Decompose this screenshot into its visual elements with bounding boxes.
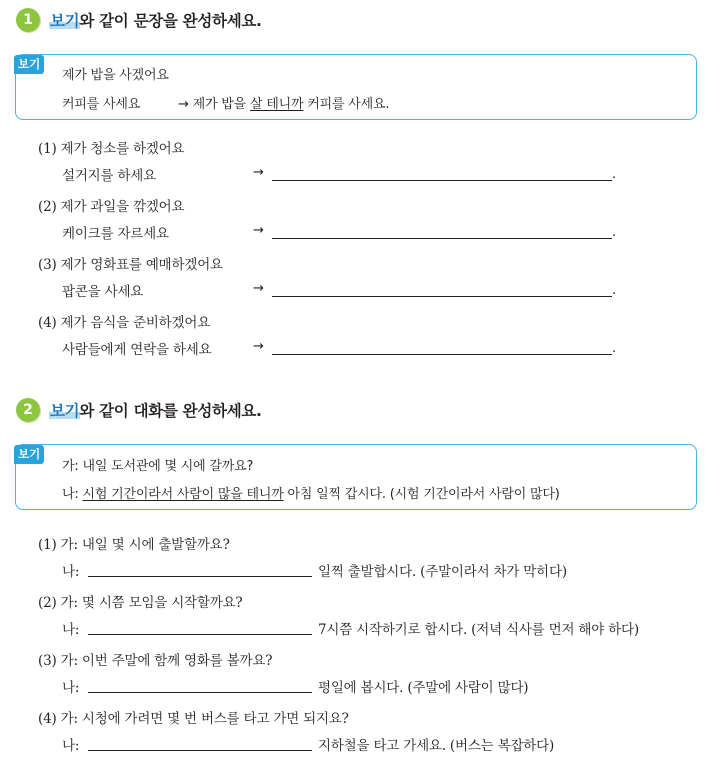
section1-header bbox=[16, 6, 262, 34]
section1-example-answer-underlined: 살 테니까 bbox=[249, 97, 304, 112]
s2-item1-answer-rest: 일찍 출발합시다. (주말이라서 차가 막히다) bbox=[318, 564, 567, 580]
s1-item4-arrow: → bbox=[253, 339, 264, 354]
s1-item4-sub: 사람들에게 연락을 하세요 bbox=[62, 342, 212, 358]
section1-title bbox=[50, 9, 262, 31]
s2-item2-answer-blank[interactable] bbox=[88, 634, 312, 635]
s1-item2-arrow: → bbox=[253, 223, 264, 238]
s2-item4-answer-blank[interactable] bbox=[88, 750, 312, 751]
s2-item2-question: (2) 가: 몇 시쯤 모임을 시작할까요? bbox=[38, 595, 243, 611]
s1-item3-period: . bbox=[612, 283, 617, 298]
s1-item4-answer-blank[interactable] bbox=[272, 354, 612, 355]
section2-number-badge: 2 bbox=[16, 398, 40, 422]
s1-item1-period: . bbox=[612, 167, 617, 182]
s1-item2-label: (2) 제가 과일을 깎겠어요 bbox=[38, 199, 185, 215]
s1-item1-label: (1) 제가 청소를 하겠어요 bbox=[38, 141, 185, 157]
s2-item2-answer-rest: 7시쯤 시작하기로 합시다. (저녁 식사를 먼저 해야 하다) bbox=[318, 622, 639, 638]
section2-example-line2 bbox=[62, 483, 560, 502]
section1-title-rest: 와 같이 문장을 완성하세요. bbox=[79, 12, 262, 30]
s2-item4-answer-prefix: 나: bbox=[62, 738, 80, 754]
s2-item3-question: (3) 가: 이번 주말에 함께 영화를 볼까요? bbox=[38, 653, 273, 669]
s1-item3-answer-blank[interactable] bbox=[272, 296, 612, 297]
section1-example-line2-left: 커피를 사세요 bbox=[62, 97, 141, 112]
section2-title bbox=[50, 399, 262, 421]
s2-item1-answer-prefix: 나: bbox=[62, 564, 80, 580]
section1-example-line2-answer bbox=[178, 93, 389, 112]
section2-title-rest: 와 같이 대화를 완성하세요. bbox=[79, 402, 262, 420]
s2-item1-answer-blank[interactable] bbox=[88, 576, 312, 577]
section1-example-tag: 보기 bbox=[14, 55, 44, 74]
s1-item1-sub: 설거지를 하세요 bbox=[62, 168, 156, 184]
s1-item3-arrow: → bbox=[253, 281, 264, 296]
s1-item3-label: (3) 제가 영화표를 예매하겠어요 bbox=[38, 257, 223, 273]
section1-title-highlight: 보기 bbox=[50, 12, 80, 30]
s1-item2-sub: 케이크를 자르세요 bbox=[62, 226, 169, 242]
section2-example-line2-underlined: 시험 기간이라서 사람이 많을 테니까 bbox=[82, 487, 284, 502]
section2-example-line1: 가: 내일 도서관에 몇 시에 갈까요? bbox=[62, 459, 254, 474]
section1-example-answer-b: 커피를 사세요. bbox=[303, 97, 390, 112]
s2-item3-answer-rest: 평일에 봅시다. (주말에 사람이 많다) bbox=[318, 680, 529, 696]
section2-example-line2-prefix: 나: bbox=[62, 487, 83, 502]
section1-example-answer-a: 제가 밥을 bbox=[192, 97, 250, 112]
s2-item3-answer-blank[interactable] bbox=[88, 692, 312, 693]
s1-item2-period: . bbox=[612, 225, 617, 240]
section2-example-line2-rest: 아침 일찍 갑시다. (시험 기간이라서 사람이 많다) bbox=[283, 487, 560, 502]
s2-item3-answer-prefix: 나: bbox=[62, 680, 80, 696]
s1-item4-label: (4) 제가 음식을 준비하겠어요 bbox=[38, 315, 211, 331]
s2-item1-question: (1) 가: 내일 몇 시에 출발할까요? bbox=[38, 537, 230, 553]
s1-item1-arrow: → bbox=[253, 165, 264, 180]
s1-item3-sub: 팝콘을 사세요 bbox=[62, 284, 144, 300]
section2-title-highlight: 보기 bbox=[50, 402, 80, 420]
s1-item1-answer-blank[interactable] bbox=[272, 180, 612, 181]
s2-item4-question: (4) 가: 시청에 가려면 몇 번 버스를 타고 가면 되지요? bbox=[38, 711, 349, 727]
section1-number-badge: 1 bbox=[16, 8, 40, 32]
section1-example-arrow: → bbox=[178, 97, 189, 112]
s2-item4-answer-rest: 지하철을 타고 가세요. (버스는 복잡하다) bbox=[318, 738, 555, 754]
section1-example-line1: 제가 밥을 사겠어요 bbox=[62, 68, 169, 83]
s1-item4-period: . bbox=[612, 341, 617, 356]
s1-item2-answer-blank[interactable] bbox=[272, 238, 612, 239]
section2-example-tag: 보기 bbox=[14, 445, 44, 464]
s2-item2-answer-prefix: 나: bbox=[62, 622, 80, 638]
section2-header bbox=[16, 396, 262, 424]
